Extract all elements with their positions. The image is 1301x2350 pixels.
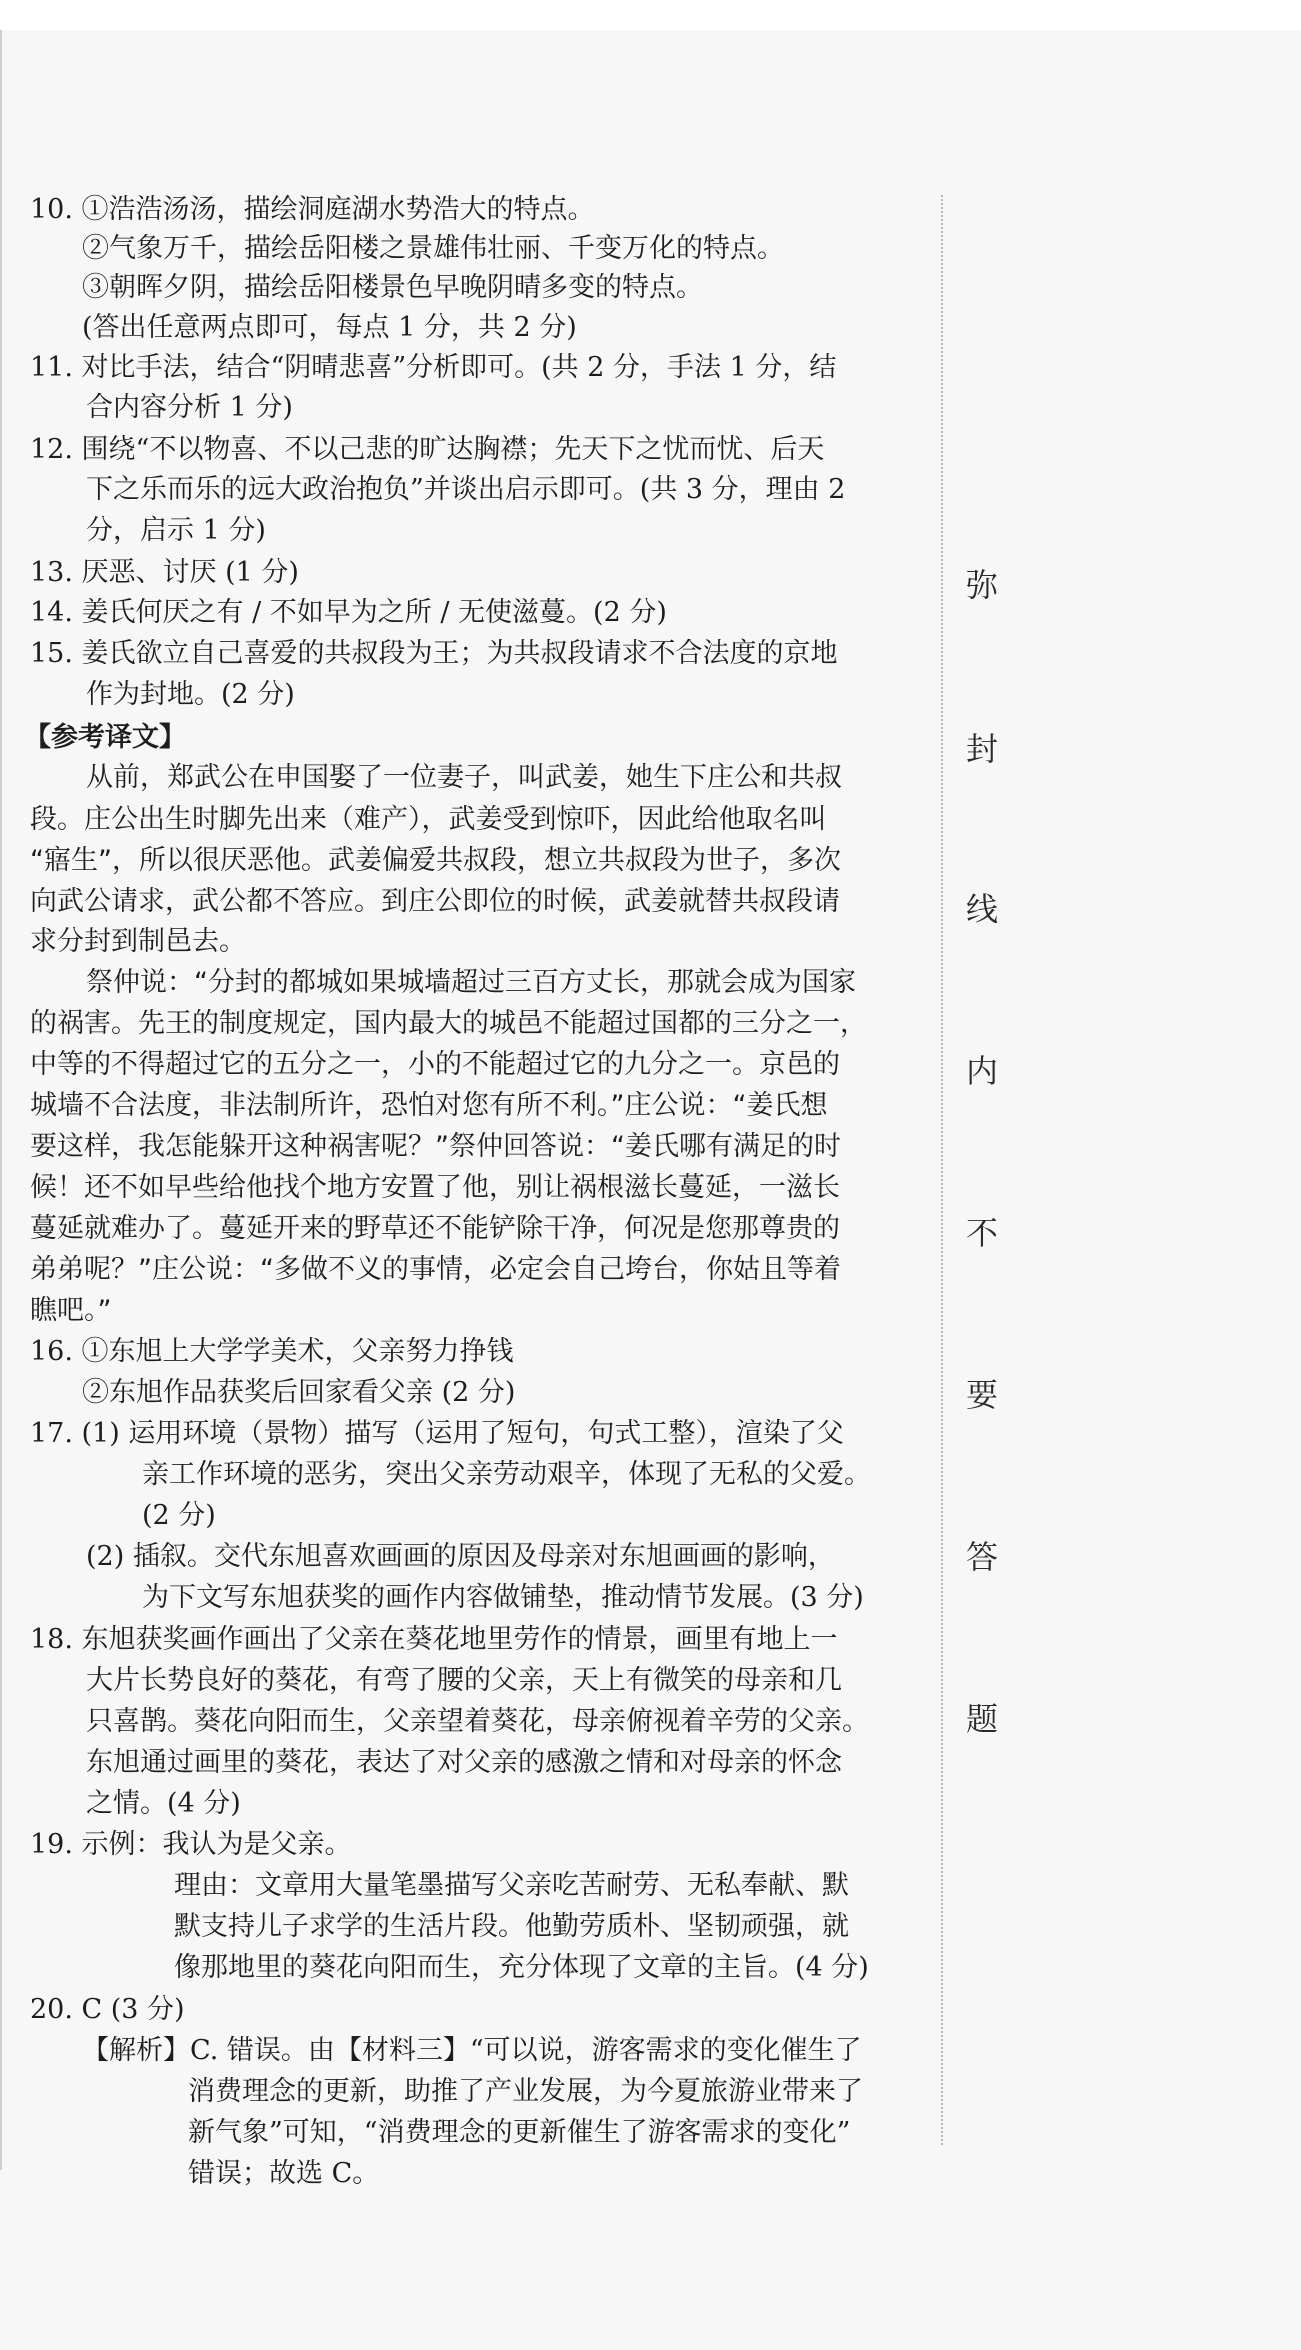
answer-17-line-1: 17. (1) 运用环境（景物）描写（运用了短句，句式工整），渲染了父 (30, 1418, 844, 1449)
answer-10-line-1: 10. ①浩浩汤汤，描绘洞庭湖水势浩大的特点。 (30, 194, 595, 225)
translation-line: 求分封到制邑去。 (30, 926, 246, 957)
answer-12-line-3: 分，启示 1 分) (86, 515, 266, 546)
answer-18-line-3: 只喜鹊。葵花向阳而生，父亲望着葵花，母亲俯视着辛劳的父亲。 (86, 1706, 869, 1737)
answer-20-analysis-line-1: 【解析】C. 错误。由【材料三】“可以说，游客需求的变化催生了 (82, 2035, 862, 2066)
answer-13-line: 13. 厌恶、讨厌 (1 分) (30, 557, 299, 588)
page-top-strip (0, 0, 1301, 30)
translation-line: 祭仲说：“分封的都城如果城墙超过三百方丈长，那就会成为国家 (86, 967, 856, 998)
seal-char: 题 (965, 1700, 998, 1738)
seal-char: 线 (965, 890, 998, 928)
answer-17-line-2: 亲工作环境的恶劣，突出父亲劳动艰辛，体现了无私的父爱。 (142, 1459, 871, 1490)
answer-15-line-1: 15. 姜氏欲立自己喜爱的共叔段为王；为共叔段请求不合法度的京地 (30, 638, 838, 669)
answer-17-line-3: (2 分) (142, 1500, 216, 1531)
translation-header: 【参考译文】 (24, 722, 186, 753)
answer-16-line-1: 16. ①东旭上大学学美术，父亲努力挣钱 (30, 1336, 514, 1367)
seal-char: 封 (965, 730, 998, 768)
page-left-edge (0, 30, 2, 2170)
answer-20-line-1: 20. C (3 分) (30, 1994, 185, 2025)
answer-12-line-1: 12. 围绕“不以物喜、不以己悲的旷达胸襟；先天下之忧而忧、后天 (30, 434, 825, 465)
answer-19-line-3: 默支持儿子求学的生活片段。他勤劳质朴、坚韧顽强，就 (174, 1911, 849, 1942)
answer-10-line-2: ②气象万千，描绘岳阳楼之景雄伟壮丽、千变万化的特点。 (82, 233, 784, 264)
translation-line: 从前，郑武公在申国娶了一位妻子，叫武姜，她生下庄公和共叔 (86, 762, 842, 793)
seal-divider-line (941, 195, 943, 2145)
answer-16-line-2: ②东旭作品获奖后回家看父亲 (2 分) (82, 1377, 516, 1408)
answer-17-line-4: (2) 插叙。交代东旭喜欢画画的原因及母亲对东旭画画的影响， (86, 1541, 835, 1572)
answer-20-analysis-line-2: 消费理念的更新，助推了产业发展，为今夏旅游业带来了 (188, 2076, 863, 2107)
answer-10-line-4: (答出任意两点即可，每点 1 分，共 2 分) (82, 312, 577, 343)
answer-20-analysis-line-3: 新气象”可知，“消费理念的更新催生了游客需求的变化” (188, 2117, 851, 2148)
translation-line: 城墙不合法度，非法制所许，恐怕对您有所不利。”庄公说：“姜氏想 (30, 1090, 828, 1121)
translation-line: “寤生”，所以很厌恶他。武姜偏爱共叔段，想立共叔段为世子，多次 (30, 845, 841, 876)
answer-18-line-1: 18. 东旭获奖画作画出了父亲在葵花地里劳作的情景，画里有地上一 (30, 1624, 838, 1655)
answer-18-line-4: 东旭通过画里的葵花，表达了对父亲的感激之情和对母亲的怀念 (86, 1747, 842, 1778)
answer-18-line-5: 之情。(4 分) (86, 1788, 241, 1819)
answer-18-line-2: 大片长势良好的葵花，有弯了腰的父亲，天上有微笑的母亲和几 (86, 1665, 842, 1696)
answer-12-line-2: 下之乐而乐的远大政治抱负”并谈出启示即可。(共 3 分，理由 2 (86, 474, 846, 505)
answer-10-line-3: ③朝晖夕阴，描绘岳阳楼景色早晚阴晴多变的特点。 (82, 272, 703, 303)
seal-char: 弥 (965, 566, 998, 604)
seal-char: 不 (965, 1214, 998, 1252)
answer-15-line-2: 作为封地。(2 分) (86, 679, 295, 710)
seal-char: 要 (965, 1376, 998, 1414)
answer-11-line-2: 合内容分析 1 分) (86, 392, 293, 423)
answer-19-line-4: 像那地里的葵花向阳而生，充分体现了文章的主旨。(4 分) (174, 1952, 869, 1983)
answer-17-line-5: 为下文写东旭获奖的画作内容做铺垫，推动情节发展。(3 分) (142, 1582, 864, 1613)
translation-line: 的祸害。先王的制度规定，国内最大的城邑不能超过国都的三分之一， (30, 1008, 867, 1039)
answer-14-line: 14. 姜氏何厌之有 / 不如早为之所 / 无使滋蔓。(2 分) (30, 597, 667, 628)
translation-line: 中等的不得超过它的五分之一，小的不能超过它的九分之一。京邑的 (30, 1049, 840, 1080)
answer-19-line-2: 理由：文章用大量笔墨描写父亲吃苦耐劳、无私奉献、默 (174, 1870, 849, 1901)
answer-20-analysis-line-4: 错误；故选 C。 (188, 2158, 380, 2189)
seal-char: 内 (965, 1052, 998, 1090)
answer-11-line-1: 11. 对比手法，结合“阴晴悲喜”分析即可。(共 2 分，手法 1 分，结 (30, 352, 837, 383)
answer-19-line-1: 19. 示例：我认为是父亲。 (30, 1829, 352, 1860)
seal-char: 答 (965, 1538, 998, 1576)
translation-line: 要这样，我怎能躲开这种祸害呢？”祭仲回答说：“姜氏哪有满足的时 (30, 1131, 841, 1162)
translation-line: 瞧吧。” (30, 1295, 112, 1326)
translation-line: 候！还不如早些给他找个地方安置了他，别让祸根滋长蔓延，一滋长 (30, 1172, 840, 1203)
translation-line: 蔓延就难办了。蔓延开来的野草还不能铲除干净，何况是您那尊贵的 (30, 1213, 840, 1244)
translation-line: 弟弟呢？”庄公说：“多做不义的事情，必定会自己垮台，你姑且等着 (30, 1254, 841, 1285)
translation-line: 向武公请求，武公都不答应。到庄公即位的时候，武姜就替共叔段请 (30, 886, 840, 917)
translation-line: 段。庄公出生时脚先出来（难产），武姜受到惊吓，因此给他取名叫 (30, 804, 827, 835)
